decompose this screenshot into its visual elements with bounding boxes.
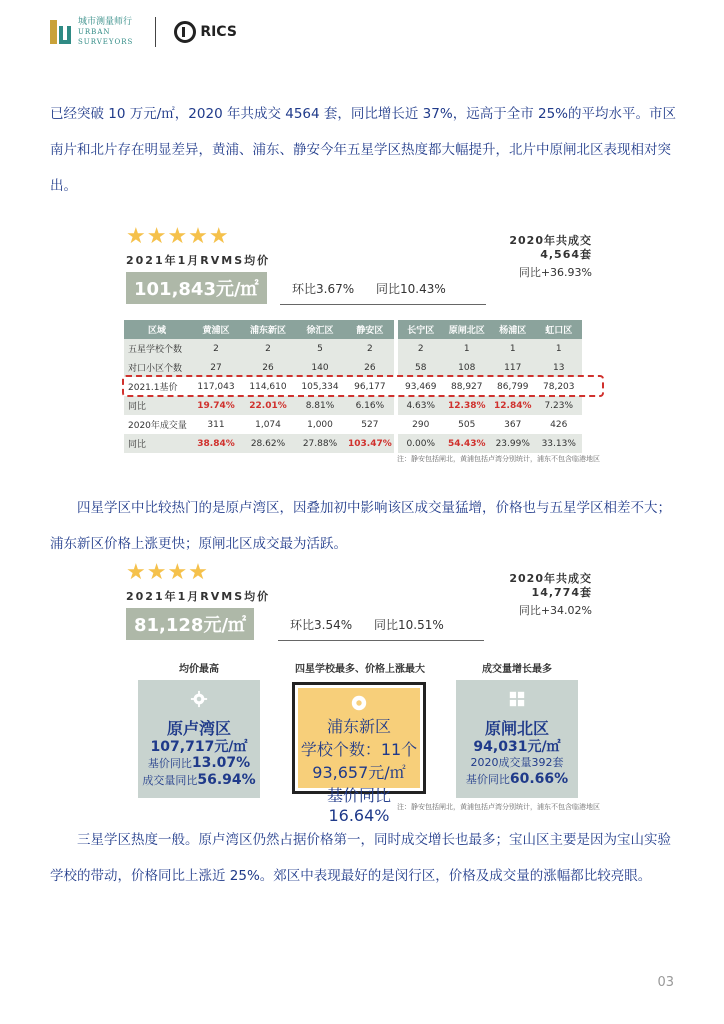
- total-value: 14,774套: [531, 586, 592, 599]
- row-label: 2020年成交量: [128, 421, 187, 431]
- tile-label: 成交量同比: [142, 774, 198, 787]
- table-cell: 88,927: [451, 381, 483, 392]
- card-note: 注：静安包括闸北，黄浦包括卢湾分别统计，浦东不包含临港地区: [397, 803, 600, 811]
- tile-label: 基价同比: [147, 757, 192, 770]
- table-note: 注：静安包括闸北，黄浦包括卢湾分别统计，浦东不包含临港地区: [397, 455, 600, 463]
- table-cell: 311: [207, 419, 225, 430]
- table-cell: 96,177: [354, 381, 386, 392]
- total-yoy: 同比+34.02%: [518, 604, 592, 617]
- tile-value: 16.64%: [328, 806, 390, 825]
- table-header-cell: 长宁区: [398, 320, 444, 339]
- table-cell: 7.23%: [536, 396, 582, 415]
- table-cell: 1,074: [255, 419, 281, 430]
- table-header-cell: 黄浦区: [190, 320, 242, 339]
- table-cell: 93,469: [405, 381, 437, 392]
- tile-name: 原闸北区: [484, 719, 549, 738]
- table-cell: 33.13%: [536, 434, 582, 453]
- logo-en-line2: SURVEYORS: [78, 38, 134, 46]
- table-header-cell: 原闸北区: [444, 320, 490, 339]
- table-header-row: [124, 320, 582, 339]
- tile-name: 原卢湾区: [166, 719, 231, 738]
- rvms-label: 2021年1月RVMS均价: [126, 254, 271, 267]
- windows-icon: [508, 690, 526, 708]
- table-cell: 27.88%: [294, 434, 346, 453]
- four-star-district-card: [120, 560, 606, 825]
- five-star-district-card: [120, 218, 606, 466]
- row-label: 同比: [124, 434, 190, 453]
- base-price-highlight: [122, 375, 604, 397]
- rvms-label: 2021年1月RVMS均价: [126, 590, 271, 603]
- table-cell: 27: [190, 358, 242, 377]
- tile-value: 56.94%: [197, 772, 256, 788]
- tile-label: 基价同比: [465, 773, 510, 786]
- table-cell: 28.62%: [242, 434, 294, 453]
- table-cell: 505: [458, 419, 476, 430]
- rics-emblem-icon: [174, 21, 196, 43]
- tile-luwan: [138, 680, 260, 798]
- price-underline: [278, 640, 484, 641]
- table-cell: 38.84%: [190, 434, 242, 453]
- table-cell: 5: [294, 339, 346, 358]
- table-header-cell: 徐汇区: [294, 320, 346, 339]
- total-deals-info: [509, 572, 592, 618]
- table-row: [124, 339, 582, 358]
- table-cell: 140: [294, 358, 346, 377]
- table-cell: 367: [504, 419, 522, 430]
- gear-icon: [190, 690, 208, 708]
- page-header: [50, 14, 237, 50]
- row-label: 五星学校个数: [124, 339, 190, 358]
- logo-divider: [155, 17, 156, 47]
- table-cell: 23.99%: [490, 434, 536, 453]
- table-header-cell: 静安区: [346, 320, 394, 339]
- table-cell: 1: [444, 339, 490, 358]
- tile-name: 浦东新区: [326, 717, 391, 736]
- table-header-cell: 虹口区: [536, 320, 582, 339]
- table-cell: 0.00%: [398, 434, 444, 453]
- table-cell: 86,799: [497, 381, 529, 392]
- table-cell: 26: [242, 358, 294, 377]
- tile-pudong: [298, 688, 420, 825]
- table-cell: 58: [398, 358, 444, 377]
- table-header-cell: 杨浦区: [490, 320, 536, 339]
- logo-en-line1: URBAN: [78, 28, 111, 36]
- row-label: 对口小区个数: [124, 358, 190, 377]
- row-label: 2021.1基价: [128, 383, 178, 393]
- tile-price: 107,717元/㎡: [150, 739, 248, 755]
- table-cell: 6.16%: [346, 396, 394, 415]
- table-cell: 117,043: [197, 381, 235, 392]
- caption-volume-growth: 成交量增长最多: [482, 664, 552, 675]
- rics-logo: [174, 21, 237, 43]
- five-stars-icon: ★★★★★: [126, 224, 230, 249]
- table-cell: 12.38%: [444, 396, 490, 415]
- tile-value: 60.66%: [509, 771, 569, 787]
- table-cell: 8.81%: [294, 396, 346, 415]
- total-title: 2020年共成交: [509, 234, 592, 247]
- table-header-cell: 浦东新区: [242, 320, 294, 339]
- table-cell: 22.01%: [242, 396, 294, 415]
- table-row: [124, 415, 582, 434]
- yoy-change: 同比10.43%: [376, 282, 446, 296]
- table-cell: 26: [346, 358, 394, 377]
- tile-label: 基价同比: [326, 786, 391, 805]
- table-row: [124, 396, 582, 415]
- table-cell: 1,000: [307, 419, 333, 430]
- caption-highest-price: 均价最高: [179, 664, 219, 675]
- mom-change: 环比3.67%: [292, 282, 355, 296]
- table-cell: 2: [346, 339, 394, 358]
- table-cell: 105,334: [301, 381, 339, 392]
- yoy-change: 同比10.51%: [374, 618, 444, 632]
- total-value: 4,564套: [540, 248, 592, 261]
- urban-surveyors-logo-text: [78, 17, 133, 47]
- four-stars-icon: ★★★★: [126, 560, 209, 585]
- table-cell: 117: [490, 358, 536, 377]
- table-cell: 2: [190, 339, 242, 358]
- tile-value: 13.07%: [191, 755, 251, 771]
- table-cell: 4.63%: [398, 396, 444, 415]
- table-cell: 108: [444, 358, 490, 377]
- logo-cn-text: 城市测量师行: [78, 17, 133, 27]
- table-header-cell: 区域: [124, 320, 190, 339]
- total-yoy: 同比+36.93%: [518, 266, 592, 279]
- caption-most-schools: 四星学校最多、价格上涨最大: [295, 664, 425, 675]
- table-cell: 527: [361, 419, 379, 430]
- paragraph-four-star: 四星学区中比较热门的是原卢湾区，因叠加初中影响该区成交量猛增，价格也与五星学区相差不大；浦东新区价格上涨更快；原闸北区成交最为活跃。: [50, 500, 671, 552]
- aperture-icon: [350, 694, 368, 712]
- table-cell: 2: [242, 339, 294, 358]
- tile-school-count: 学校个数：11个: [300, 740, 418, 759]
- table-cell: 54.43%: [444, 434, 490, 453]
- mom-change: 环比3.54%: [290, 618, 353, 632]
- paragraph-intro: 已经突破 10 万元/㎡，2020 年共成交 4564 套，同比增长近 37%，远高于全市 25%的平均水平。市区南片和北片存在明显差异，黄浦、浦东、静安今年五星学区热度都大幅提升，北片中原闸北区表现相对突出。: [50, 106, 676, 194]
- urban-surveyors-logo-icon: [50, 18, 72, 46]
- rvms-price: 101,843元/㎡: [126, 272, 267, 304]
- table-cell: 12.84%: [490, 396, 536, 415]
- page-number: 03: [657, 975, 674, 990]
- total-title: 2020年共成交: [509, 572, 592, 585]
- table-cell: 1: [490, 339, 536, 358]
- rics-text: RICS: [200, 24, 237, 40]
- tile-price: 94,031元/㎡: [473, 739, 561, 755]
- table-cell: 114,610: [249, 381, 287, 392]
- row-label: 同比: [124, 396, 190, 415]
- total-deals-info: [509, 234, 592, 280]
- paragraph-three-star: 三星学区热度一般。原卢湾区仍然占据价格第一，同时成交增长也最多；宝山区主要是因为宝山实验学校的带动，价格同比上涨近 25%。郊区中表现最好的是闵行区，价格及成交量的涨幅都比较亮眼。: [50, 832, 671, 884]
- rvms-price: 81,128元/㎡: [126, 608, 254, 640]
- table-cell: 2: [398, 339, 444, 358]
- table-cell: 78,203: [543, 381, 575, 392]
- table-cell: 13: [536, 358, 582, 377]
- price-underline: [280, 304, 486, 305]
- table-cell: 1: [536, 339, 582, 358]
- table-cell: 19.74%: [190, 396, 242, 415]
- tile-price: 93,657元/㎡: [312, 763, 406, 782]
- table-cell: 103.47%: [346, 434, 394, 453]
- table-cell: 426: [550, 419, 568, 430]
- tile-zhabei: [456, 680, 578, 798]
- table-row: [124, 434, 582, 453]
- tile-volume: 2020成交量392套: [470, 756, 564, 769]
- table-cell: 290: [412, 419, 430, 430]
